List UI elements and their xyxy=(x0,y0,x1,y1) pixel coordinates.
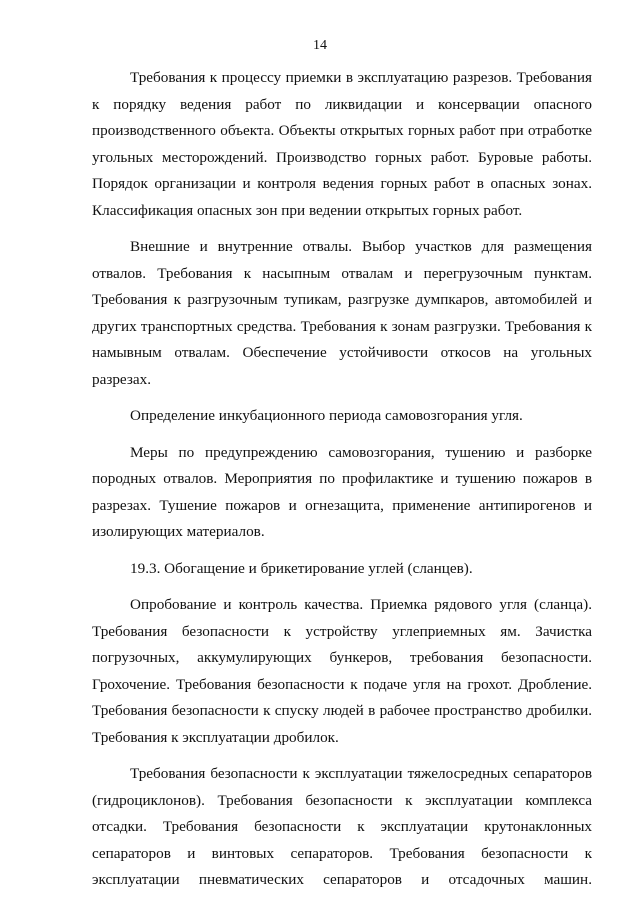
section-heading-19-3: 19.3. Обогащение и брикетирование углей (сланцев). xyxy=(130,559,473,577)
body-text xyxy=(92,65,592,904)
paragraph-incubation-period: Определение инкубационного периода самовозгорания угля. xyxy=(130,407,523,424)
paragraph-open-pit-acceptance: Требования к процессу приемки в эксплуатацию разрезов. Требования к порядку ведения работ по ликвидации и консервации опасного производственного объекта. Объекты открытых горных работ при отработке угольных месторождений. Производство горных работ. Буровые работы. Порядок организации и контроля ведения горных работ в опасных зонах. Классификация опасных зон при ведении открытых горных работ. xyxy=(92,69,592,219)
paragraph-separators: Требования безопасности к эксплуатации тяжелосредных сепараторов (гидроциклонов). Требования безопасности к эксплуатации комплекса отсадки. Требования безопасности к эксплуатации крутонаклонных сепараторов и винтовых сепараторов. Требования безопасности к эксплуатации пневматических сепараторов и отсадочных машин. xyxy=(92,765,592,888)
paragraph-sampling-crushing: Опробование и контроль качества. Приемка рядового угля (сланца). Требования безопасности к устройству углеприемных ям. Зачистка погрузочных, аккумулирующих бункеров, требования безопасности. Грохочение. Требования безопасности к подаче угля на грохот. Дробление. Требования безопасности к спуску людей в рабочее пространство дробилки. Требования к эксплуатации дробилок. xyxy=(92,596,592,746)
paragraph-self-ignition-prevention: Меры по предупреждению самовозгорания, тушению и разборке породных отвалов. Мероприятия по профилактике и тушению пожаров в разрезах. Тушение пожаров и огнезащита, применение антипирогенов и изолирующих материалов. xyxy=(92,443,592,540)
page-number: 14 xyxy=(313,38,327,53)
paragraph-dumps: Внешние и внутренние отвалы. Выбор участков для размещения отвалов. Требования к насыпным отвалам и перегрузочным пунктам. Требования к разгрузочным тупикам, разгрузке думпкаров, автомобилей и других транспортных средства. Требования к зонам разгрузки. Требования к намывным отвалам. Обеспечение устойчивости откосов на угольных разрезах. xyxy=(92,238,592,388)
